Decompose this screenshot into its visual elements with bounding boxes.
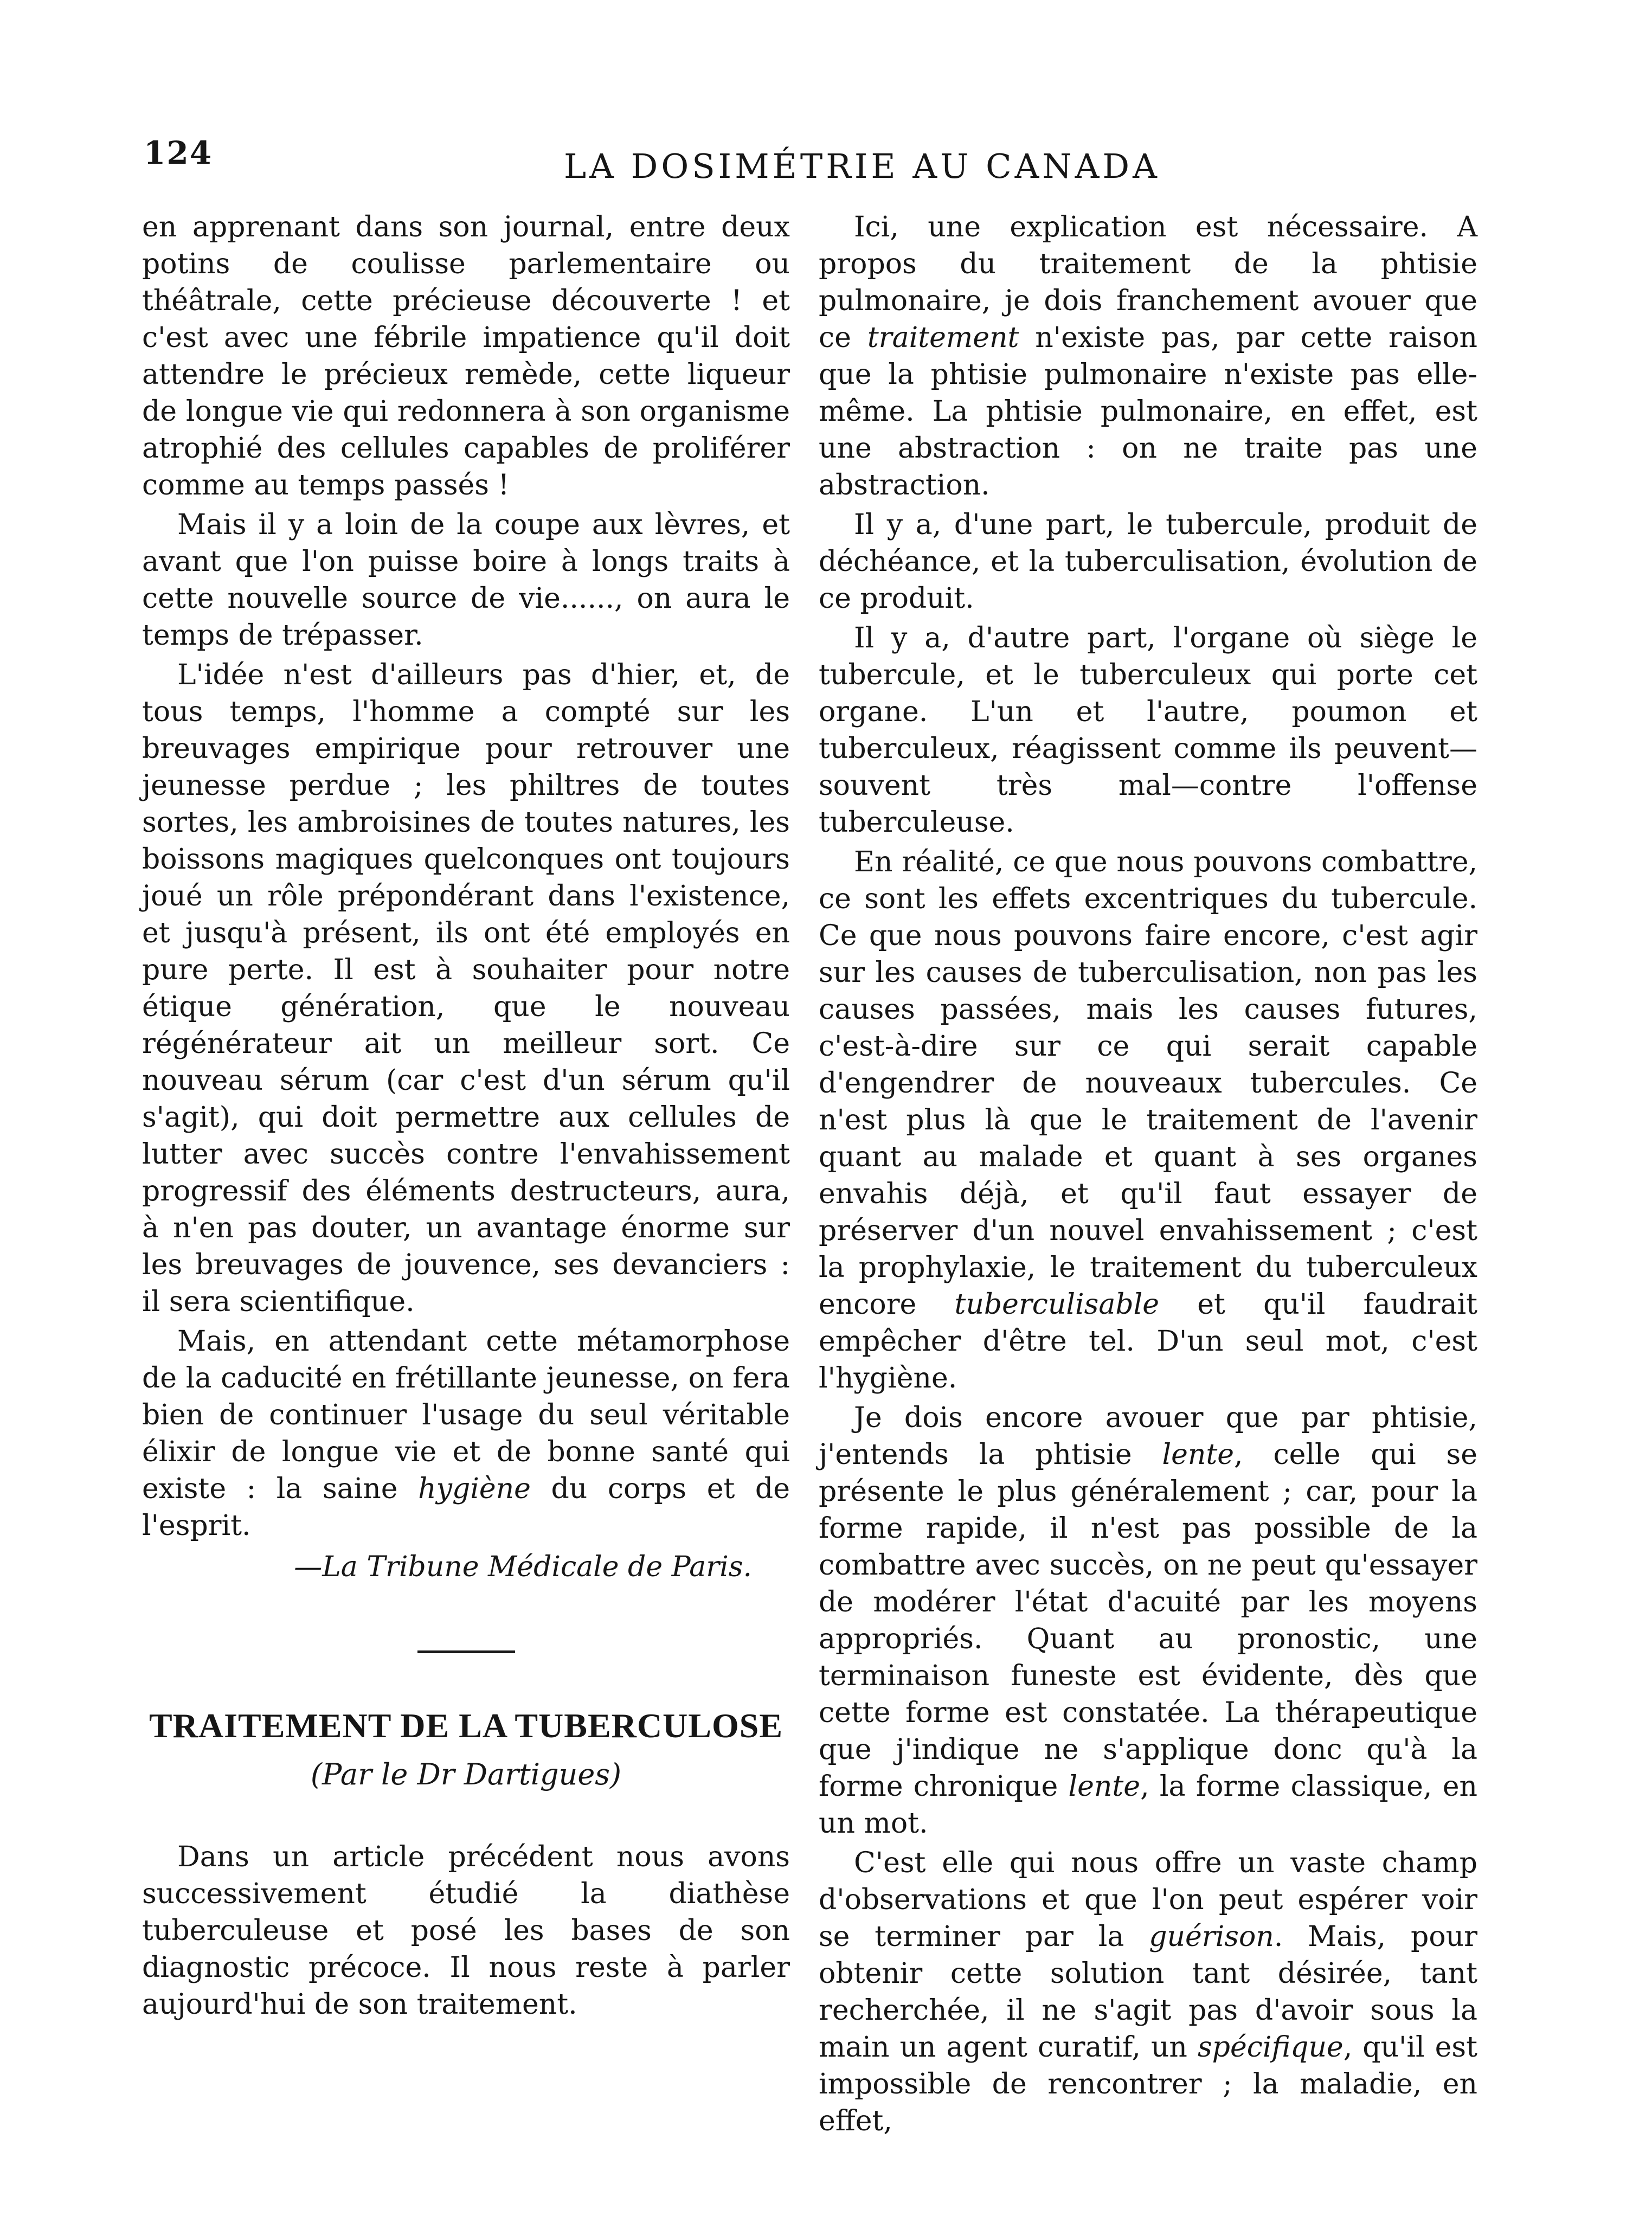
text-run: Ici, une explication est nécessaire. A propos du traitement de la phtisie pulmonaire, je dois franchement avouer que ce	[819, 211, 1477, 354]
emphasis: hygiène	[418, 1473, 531, 1505]
article-title: TRAITEMENT DE LA TUBERCULOSE	[149, 1706, 783, 1745]
paragraph	[819, 209, 1477, 504]
paragraph	[819, 844, 1477, 1397]
text-run: , la forme classique, en un mot.	[819, 1770, 1477, 1840]
text-run: . Mais, pour obtenir cette solution tant désirée, tant recherchée, il ne s'agit pas d'avoir sous la main un agent curatif, un	[819, 1920, 1478, 2064]
text-run: du corps et de l'esprit.	[142, 1473, 790, 1542]
emphasis: tuberculisable	[954, 1288, 1160, 1321]
emphasis: spécifique	[1197, 2031, 1344, 2064]
text-run: , qu'il est impossible de rencontrer ; la maladie, en effet,	[819, 2031, 1477, 2137]
paragraph: Il y a, d'autre part, l'organe où siège le tubercule, et le tuberculeux qui porte cet organe. L'un et l'autre, poumon et tuberculeux, réagissent comme ils peuvent—souvent très mal—contre l'offense tuberculeuse.	[819, 622, 1477, 839]
text-run: n'existe pas, par cette raison que la phtisie pulmonaire n'existe pas elle-même. La phtisie pulmonaire, en effet, est une abstraction : on ne traite pas une abstraction.	[819, 322, 1477, 502]
paragraph: Il y a, d'une part, le tubercule, produit de déchéance, et la tuberculisation, évolution de ce produit.	[819, 509, 1477, 615]
paragraph	[819, 1399, 1477, 1842]
paragraph: en apprenant dans son journal, entre deux potins de coulisse parlementaire ou théâtrale, cette précieuse découverte ! et c'est avec une fébrile impatience qu'il doit attendre le précieux remède, cette liqueur de longue vie qui redonnera à son organisme atrophié des cellules capables de proliférer comme au temps passés !	[142, 211, 790, 502]
emphasis: guérison	[1149, 1920, 1274, 1953]
paragraph: L'idée n'est d'ailleurs pas d'hier, et, de tous temps, l'homme a compté sur les breuvages empirique pour retrouver une jeunesse perdue ; les philtres de toutes sortes, les ambroisines de toutes natures, les boissons magiques quelconques ont toujours joué un rôle prépondérant dans l'existence, et jusqu'à présent, ils ont été employés en pure perte. Il est à souhaiter pour notre étique génération, que le nouveau régénérateur ait un meilleur sort. Ce nouveau sérum (car c'est d'un sérum qu'il s'agit), qui doit permettre aux cellules de lutter avec succès contre l'envahissement progressif des éléments destructeurs, aura, à n'en pas douter, un avantage énorme sur les breuvages de jouvence, ses devanciers : il sera scientifique.	[142, 659, 790, 1318]
text-run: , celle qui se présente le plus généralement ; car, pour la forme rapide, il n'est pas possible de la combattre avec succès, on ne peut qu'essayer de modérer l'état d'acuité par les moyens appropriés. Quant au pronostic, une terminaison funeste est évidente, dès que cette forme est constatée. La thérapeutique que j'indique ne s'applique donc qu'à la forme chronique	[819, 1438, 1477, 1803]
left-column	[142, 209, 790, 2026]
text-run: En réalité, ce que nous pouvons combattre, ce sont les effets excentriques du tubercule. Ce que nous pouvons faire encore, c'est agir sur les causes de tuberculisation, non pas les causes passées, mais les causes futures, c'est-à-dire sur ce qui serait capable d'engendrer de nouveaux tubercules. Ce n'est plus là que le traitement de l'avenir quant au malade et quant à ses organes envahis déjà, et qu'il faut essayer de préserver d'un nouvel envahissement ; c'est la prophylaxie, le traitement du tuberculeux encore	[819, 846, 1477, 1321]
paragraph: Dans un article précédent nous avons successivement étudié la diathèse tuberculeuse et posé les bases de son diagnostic précoce. Il nous reste à parler aujourd'hui de son traitement.	[142, 1841, 790, 2021]
section-divider	[417, 1650, 515, 1653]
right-column	[819, 209, 1477, 2142]
text-run: C'est elle qui nous offre un vaste champ d'observations et que l'on peut espérer voir se terminer par la	[819, 1847, 1477, 1953]
emphasis: lente	[1068, 1770, 1141, 1803]
paragraph: Mais il y a loin de la coupe aux lèvres, et avant que l'on puisse boire à longs traits à cette nouvelle source de vie......, on aura le temps de trépasser.	[142, 509, 790, 652]
page-number: 124	[144, 134, 213, 171]
paragraph	[819, 1845, 1477, 2140]
running-title: LA DOSIMÉTRIE AU CANADA	[564, 146, 1160, 186]
article-byline: (Par le Dr Dartigues)	[310, 1757, 622, 1791]
emphasis: lente	[1162, 1438, 1235, 1471]
paragraph	[142, 1323, 790, 1544]
source-citation: —La Tribune Médicale de Paris.	[294, 1551, 752, 1583]
text-run: et qu'il faudrait empêcher d'être tel. D'un seul mot, c'est l'hygiène.	[819, 1288, 1477, 1395]
text-run: Je dois encore avouer que par phtisie, j'entends la phtisie	[819, 1402, 1477, 1471]
text-run: Mais, en attendant cette métamorphose de la caducité en frétillante jeunesse, on fera bien de continuer l'usage du seul véritable élixir de longue vie et de bonne santé qui existe : la saine	[142, 1325, 790, 1505]
emphasis: traitement	[867, 322, 1019, 354]
